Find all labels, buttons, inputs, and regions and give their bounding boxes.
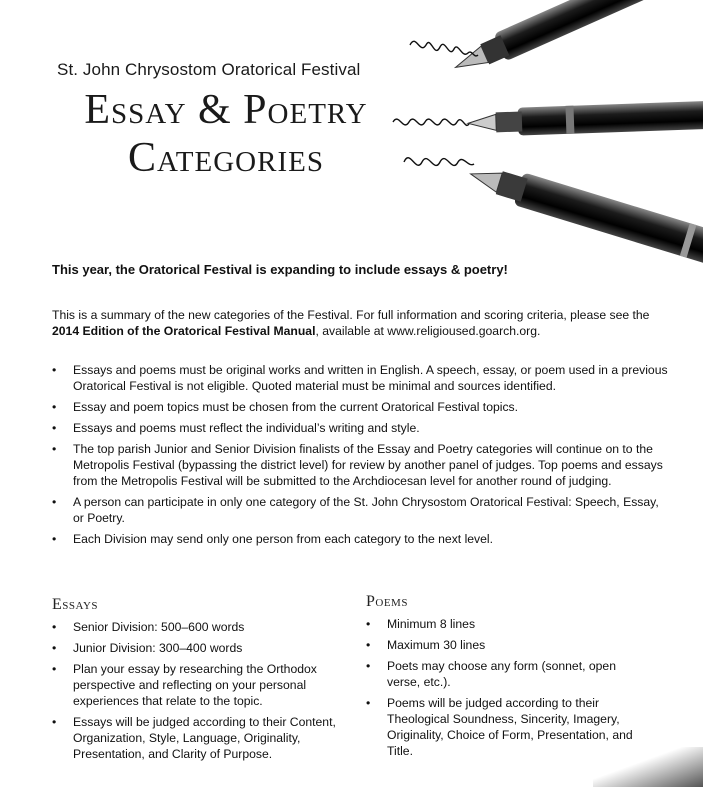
summary-text-after: , available at www.religioused.goarch.org. — [315, 324, 541, 338]
list-item: • Essays and poems must be original works and written in English. A speech, essay, or poem used in a previous Oratorical Festival is not eligible. Quoted material must be minimal and sources identified. — [52, 362, 672, 394]
list-item: • Minimum 8 lines — [366, 616, 641, 632]
corner-shadow — [593, 747, 703, 787]
list-item: • Poets may choose any form (sonnet, open verse, etc.). — [366, 658, 641, 690]
list-item: • Maximum 30 lines — [366, 637, 641, 653]
list-item: • Plan your essay by researching the Orthodox perspective and reflecting on your personal experiences that relate to the topic. — [52, 661, 342, 709]
list-item: • Essays will be judged according to their Content, Organization, Style, Language, Originality, Presentation, and Clarity of Purpose. — [52, 714, 342, 762]
ink-scribble-1 — [410, 41, 478, 56]
list-item: • Essay and poem topics must be chosen from the current Oratorical Festival topics. — [52, 399, 672, 415]
poems-heading: Poems — [366, 593, 408, 610]
pen-icon — [449, 0, 703, 81]
poems-list — [366, 616, 641, 764]
rules-list — [52, 362, 672, 552]
list-item: • Junior Division: 300–400 words — [52, 640, 342, 656]
manual-title: 2014 Edition of the Oratorical Festival Manual — [52, 324, 316, 338]
list-item: • Each Division may send only one person from each category to the next level. — [52, 531, 672, 547]
page-title-line1: Essay & Poetry — [84, 87, 368, 133]
list-item: • A person can participate in only one category of the St. John Chrysostom Oratorical Festival: Speech, Essay, or Poetry. — [52, 494, 672, 526]
essays-heading: Essays — [52, 596, 99, 613]
summary-text-before: This is a summary of the new categories of the Festival. For full information and scoring criteria, please see the — [52, 308, 650, 322]
essays-list — [52, 619, 342, 767]
festival-subtitle: St. John Chrysostom Oratorical Festival — [57, 60, 361, 79]
list-item: • Poems will be judged according to their Theological Soundness, Sincerity, Imagery, Originality, Choice of Form, Presentation, and Title. — [366, 695, 641, 759]
intro-statement: This year, the Oratorical Festival is expanding to include essays & poetry! — [52, 262, 508, 277]
list-item: • Senior Division: 500–600 words — [52, 619, 342, 635]
page-title-line2: Categories — [128, 135, 324, 181]
list-item: • Essays and poems must reflect the individual’s writing and style. — [52, 420, 672, 436]
summary-paragraph — [52, 307, 672, 339]
list-item: • The top parish Junior and Senior Division finalists of the Essay and Poetry categories will continue on to the Metropolis Festival (bypassing the district level) for review by another panel of judges. Top poems and essays from the Metropolis Festival will be submitted to the Archdiocesan level for another round of judging. — [52, 441, 672, 489]
pen-icon — [468, 99, 703, 137]
